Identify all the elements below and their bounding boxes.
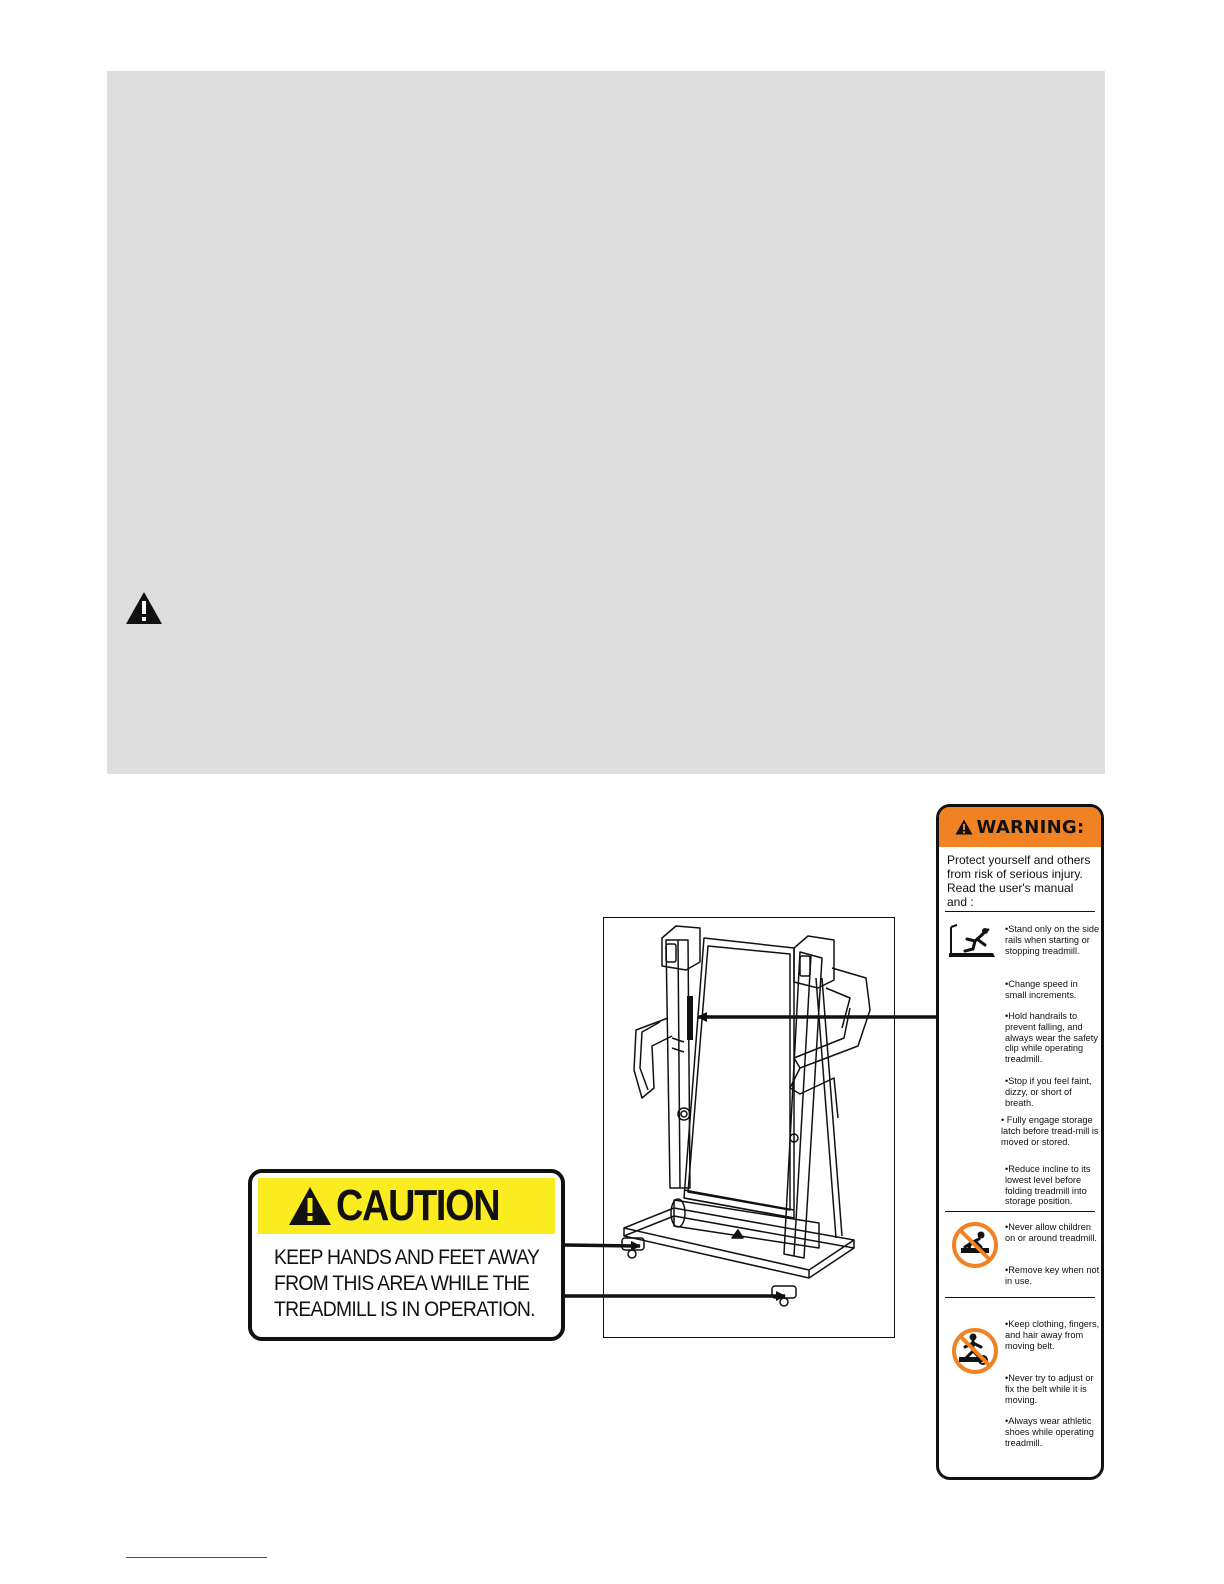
warning-intro: Protect yourself and others from risk of serious injury. Read the user's manual and : <box>947 853 1091 909</box>
no-children-icon <box>951 1221 999 1269</box>
warning-header <box>939 807 1101 847</box>
warning-title: WARNING: <box>976 816 1085 838</box>
footer-link-underline[interactable] <box>126 1557 267 1558</box>
warning-triangle-icon <box>288 1186 332 1226</box>
caution-decal <box>248 1169 565 1341</box>
treadmill-illustration <box>603 917 895 1338</box>
warning-decal <box>936 804 1104 1480</box>
divider <box>945 1297 1095 1298</box>
warning-item: •Remove key when not in use. <box>1005 1265 1100 1286</box>
warning-item: •Change speed in small increments. <box>1005 979 1078 1000</box>
warning-item: •Keep clothing, fingers, and hair away from moving belt. <box>1005 1319 1100 1351</box>
warning-item: •Never allow children on or around treadmill. <box>1005 1222 1097 1243</box>
caution-line: TREADMILL IS IN OPERATION. <box>274 1297 535 1321</box>
warning-item: •Always wear athletic shoes while operating treadmill. <box>1005 1416 1094 1448</box>
no-touch-belt-icon <box>951 1327 999 1375</box>
divider <box>945 911 1095 912</box>
warning-item: • Fully engage storage latch before tread-mill is moved or stored. <box>1001 1115 1099 1147</box>
warning-item: •Never try to adjust or fix the belt while it is moving. <box>1005 1373 1094 1405</box>
caution-text <box>274 1244 540 1322</box>
gray-info-panel <box>107 71 1105 774</box>
warning-triangle-icon <box>955 819 973 835</box>
warning-item: •Stop if you feel faint, dizzy, or short of breath. <box>1005 1076 1092 1108</box>
slip-hazard-icon <box>947 923 997 959</box>
warning-item: •Stand only on the side rails when starting or stopping treadmill. <box>1005 924 1100 956</box>
warning-item: •Reduce incline to its lowest level before folding treadmill into storage position. <box>1005 1164 1091 1207</box>
caution-title: CAUTION <box>335 1181 499 1230</box>
caution-header <box>258 1178 555 1234</box>
divider <box>945 1211 1095 1212</box>
warning-item: •Hold handrails to prevent falling, and always wear the safety clip while operating treadmill. <box>1005 1011 1098 1065</box>
warning-triangle-icon <box>125 591 163 625</box>
caution-line: FROM THIS AREA WHILE THE <box>274 1271 530 1295</box>
caution-line: KEEP HANDS AND FEET AWAY <box>274 1245 540 1269</box>
folded-treadmill-drawing <box>604 918 896 1339</box>
